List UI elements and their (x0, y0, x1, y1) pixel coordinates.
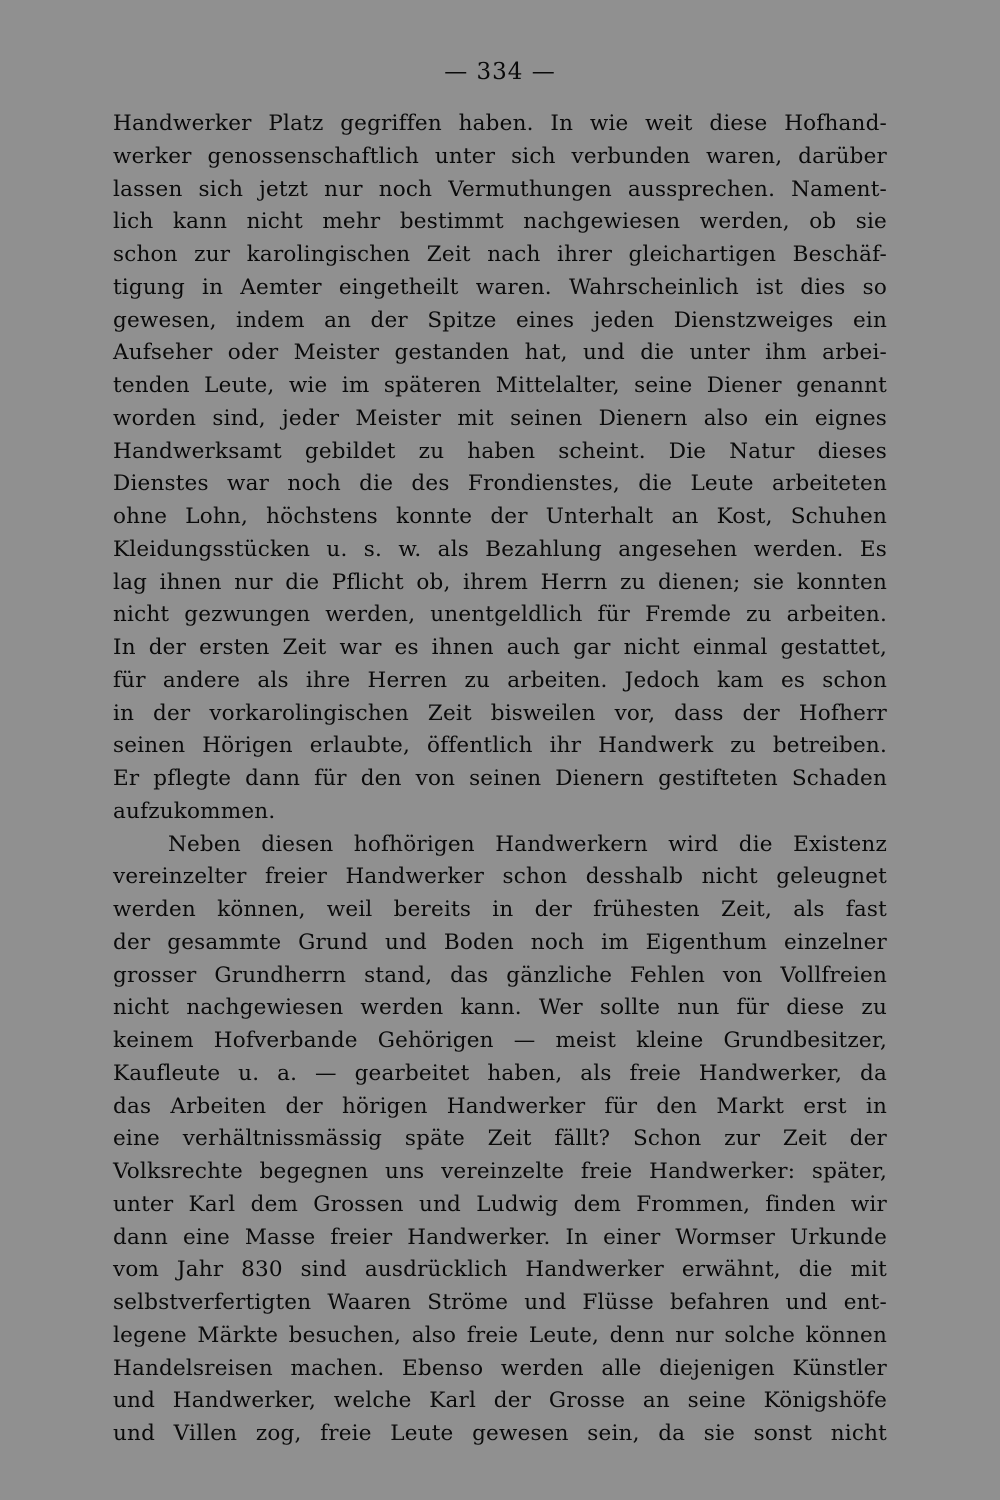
paragraph (113, 829, 887, 1451)
text-line: Aufseher oder Meister gestanden hat, und die unter ihm arbei- (113, 340, 887, 366)
text-line: Dienstes war noch die des Frondienstes, die Leute arbeiteten (113, 471, 887, 497)
text-line: und Villen zog, freie Leute gewesen sein, da sie sonst nicht (113, 1421, 887, 1446)
text-line: legene Märkte besuchen, also freie Leute, denn nur solche können (113, 1322, 887, 1348)
text-line: Neben diesen hofhörigen Handwerkern wird die Existenz (168, 831, 887, 857)
text-line: keinem Hofverbande Gehörigen — meist kleine Grundbesitzer, (113, 1028, 887, 1053)
text-line: der gesammte Grund und Boden noch im Eigenthum einzelner (113, 929, 887, 955)
text-line: ohne Lohn, höchstens konnte der Unterhalt an Kost, Schuhen (113, 504, 887, 529)
text-line: lich kann nicht mehr bestimmt nachgewiesen werden, ob sie (113, 209, 887, 235)
text-line: Handwerksamt gebildet zu haben scheint. Die Natur dieses (113, 438, 887, 464)
text-line: tenden Leute, wie im späteren Mittelalter, seine Diener genannt (113, 373, 887, 398)
text-line: In der ersten Zeit war es ihnen auch gar nicht einmal gestattet, (113, 635, 887, 660)
text-line: selbstverfertigten Waaren Ströme und Flüsse befahren und ent- (113, 1290, 887, 1315)
body-text (113, 108, 887, 1451)
text-line: unter Karl dem Grossen und Ludwig dem Frommen, finden wir (113, 1191, 887, 1217)
text-line: Handwerker Platz gegriffen haben. In wie weit diese Hofhand- (113, 111, 887, 136)
text-line: seinen Hörigen erlaubte, öffentlich ihr Handwerk zu betreiben. (113, 733, 887, 759)
text-line: und Handwerker, welche Karl der Grosse an seine Königshöfe (113, 1388, 887, 1414)
text-line: nicht gezwungen werden, unentgeldlich für Fremde zu arbeiten. (113, 602, 887, 628)
text-line: für andere als ihre Herren zu arbeiten. Jedoch kam es schon (113, 667, 887, 693)
text-line: das Arbeiten der hörigen Handwerker für den Markt erst in (113, 1093, 887, 1119)
text-line: worden sind, jeder Meister mit seinen Dienern also ein eignes (113, 405, 887, 431)
text-line: grosser Grundherrn stand, das gänzliche Fehlen von Vollfreien (113, 962, 887, 988)
text-line: Er pflegte dann für den von seinen Dienern gestifteten Schaden (113, 766, 887, 791)
text-line: Kleidungsstücken u. s. w. als Bezahlung angesehen werden. Es (113, 536, 887, 562)
paragraph (113, 108, 887, 829)
text-line: schon zur karolingischen Zeit nach ihrer gleichartigen Beschäf- (113, 242, 887, 267)
text-line: eine verhältnissmässig späte Zeit fällt? Schon zur Zeit der (113, 1126, 887, 1152)
text-line: in der vorkarolingischen Zeit bisweilen vor, dass der Hofherr (113, 700, 887, 726)
text-line: werker genossenschaftlich unter sich verbunden waren, darüber (113, 143, 887, 169)
text-line: gewesen, indem an der Spitze eines jeden Dienstzweiges ein (113, 307, 887, 333)
text-line: Volksrechte begegnen uns vereinzelte freie Handwerker: später, (113, 1159, 887, 1184)
text-line: tigung in Aemter eingetheilt waren. Wahrscheinlich ist dies so (113, 274, 887, 300)
text-line: lassen sich jetzt nur noch Vermuthungen aussprechen. Nament- (113, 176, 887, 202)
text-line: nicht nachgewiesen werden kann. Wer sollte nun für diese zu (113, 995, 887, 1021)
text-line: vom Jahr 830 sind ausdrücklich Handwerker erwähnt, die mit (113, 1257, 887, 1283)
text-line: Handelsreisen machen. Ebenso werden alle diejenigen Künstler (113, 1355, 887, 1381)
text-line: vereinzelter freier Handwerker schon desshalb nicht geleugnet (113, 864, 887, 890)
text-line: werden können, weil bereits in der frühesten Zeit, als fast (113, 897, 887, 922)
text-line: aufzukommen. (113, 798, 276, 824)
text-line: Kaufleute u. a. — gearbeitet haben, als freie Handwerker, da (113, 1060, 887, 1086)
text-line: lag ihnen nur die Pflicht ob, ihrem Herrn zu dienen; sie konnten (113, 569, 887, 595)
page-number: — 334 — (444, 59, 556, 85)
text-line: dann eine Masse freier Handwerker. In einer Wormser Urkunde (113, 1224, 887, 1250)
